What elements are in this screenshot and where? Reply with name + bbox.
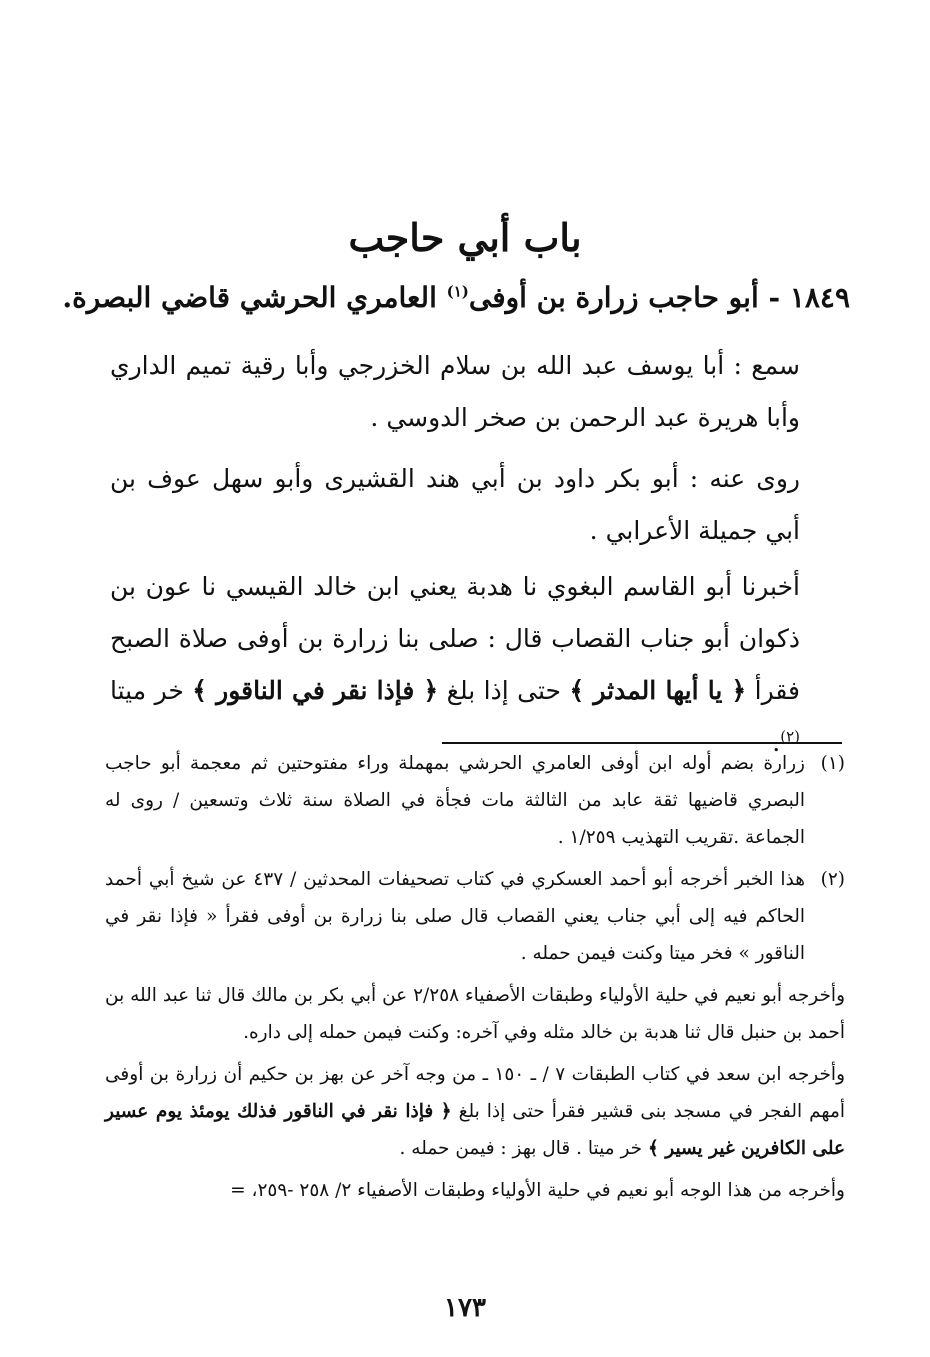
heard-text: سمع : أبا يوسف عبد الله بن سلام الخزرجي وأبا رقية تميم الداري وأبا هريرة عبد الرحمن بن صخر الدوسي . [110,351,800,432]
footnote-divider [442,742,842,744]
quran-quote-1: ﴿ يا أيها المدثر ﴾ [569,676,747,705]
footnote-1 [105,745,845,856]
page-number: ١٧٣ [444,1293,486,1323]
footnote-2-continuation-1: وأخرجه أبو نعيم في حلية الأولياء وطبقات الأصفياء ٢/٢٥٨ عن أبي بكر بن مالك قال ثنا عبد الله بن أحمد بن حنبل قال ثنا هدبة بن خالد مثله وفي آخره: وكنت فيمن حمله إلى داره. [105,985,846,1043]
footnote-2-continuation-2-a: وأخرجه ابن سعد في كتاب الطبقات ٧ / ـ ١٥٠ ـ من وجه آخر عن بهز بن حكيم أن زرارة بن أوفى أمهم الفجر في مسجد بنى قشير فقرأ حتى إذا بلغ [105,1064,846,1122]
report-text-b: حتى إذا بلغ [438,676,570,705]
entry-heading [62,272,850,324]
footnote-1-number: (١) [820,753,845,774]
report-text-a: أخبرنا أبو القاسم البغوي نا هدبة يعني ابن خالد القيسي نا عون بن ذكوان أبو جناب القصاب قال : صلى بنا زرارة بن أوفى صلاة الصبح فقرأ [110,572,801,705]
footnote-ref-2: (٢) [780,727,800,746]
footnote-quran-quote: ﴿ فإذا نقر في الناقور فذلك يومئذ يوم عسير على الكافرين غير يسير ﴾ [105,1101,845,1159]
report-text-c: خر ميتا [110,676,193,705]
footnote-2-continuation-2-b: خر ميتا . قال بهز : فيمن حمله . [399,1138,648,1159]
narrated-text: روى عنه : أبو بكر داود بن أبي هند القشيرى وأبو سهل عوف بن أبي جميلة الأعرابي . [110,464,800,545]
footnotes [105,745,845,1214]
report-text [110,561,850,769]
paragraph-narrated [110,453,850,557]
quran-quote-2: ﴿ فإذا نقر في الناقور ﴾ [192,676,439,705]
report-text-end: . [772,728,781,757]
paragraph-heard [110,340,850,444]
entry-heading-text-end: العامري الحرشي قاضي البصرة. [62,281,447,314]
entry-number: ١٨٤٩ [789,281,850,314]
footnote-2-number: (٢) [820,869,845,890]
footnote-2-continuation-3: وأخرجه من هذا الوجه أبو نعيم في حلية الأولياء وطبقات الأصفياء ٢/ ٢٥٨ -٢٥٩، = [230,1180,845,1201]
footnote-2-continuation-2 [105,1056,845,1167]
paragraph-report [110,561,850,769]
footnote-1-text: زرارة بضم أوله ابن أوفى العامري الحرشي بمهملة وراء مفتوحتين ثم معجمة أبو حاجب البصري قاضيها ثقة عابد من الثالثة مات فجأة في الصلاة سنة ثلاث وتسعين / روى له الجماعة .تقريب التهذيب ١/٢٥٩ . [105,753,805,848]
entry-heading-text: - أبو حاجب زرارة بن أوفى [468,281,781,314]
footnote-2 [105,861,845,972]
chapter-title: باب أبي حاجب [348,215,582,260]
footnote-ref-1: (١) [446,282,469,301]
footnote-2-text: هذا الخبر أخرجه أبو أحمد العسكري في كتاب تصحيفات المحدثين / ٤٣٧ عن شيخ أبي أحمد الحاكم فيه إلى أبي جناب يعني القصاب قال صلى بنا زرارة بن أوفى فقرأ « فإذا نقر في الناقور » فخر ميتا وكنت فيمن حمله . [105,869,805,964]
